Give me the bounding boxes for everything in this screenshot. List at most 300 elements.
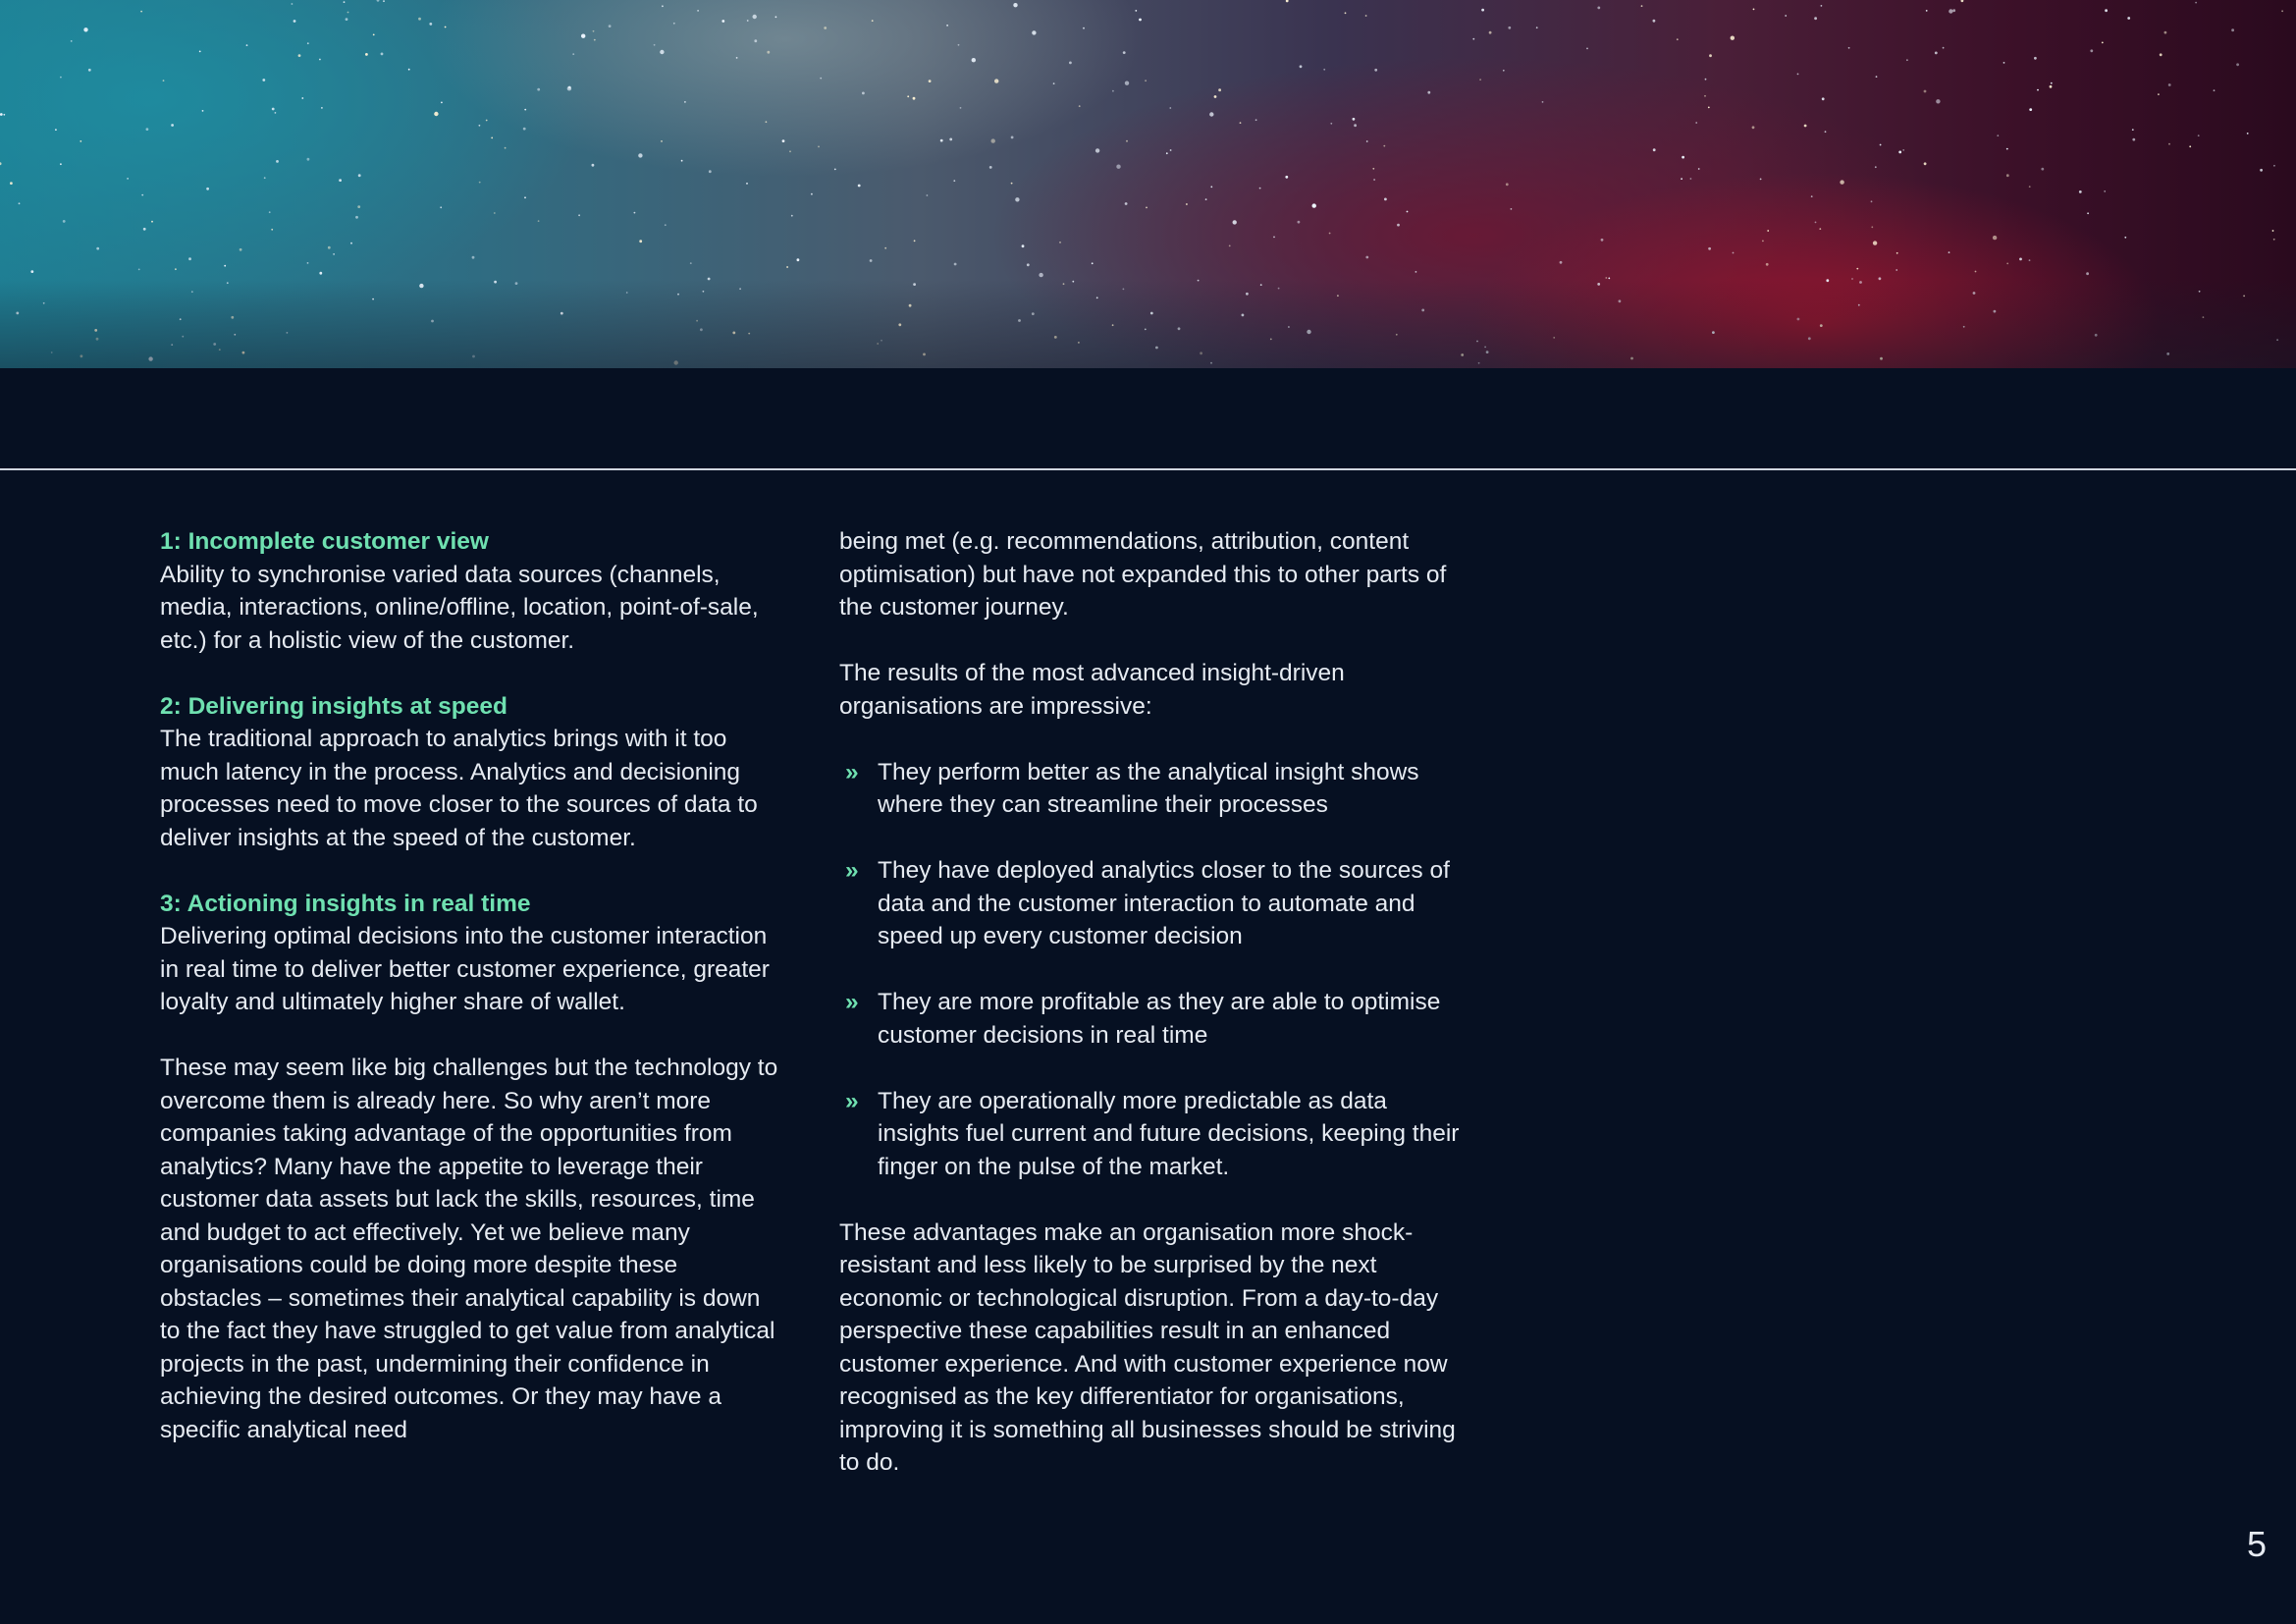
star (1186, 203, 1188, 205)
star (538, 220, 540, 222)
section-body: Delivering optimal decisions into the customer interaction in real time to deliver better customer experience, greater loyalty and ultimately higher share of wallet. (160, 923, 770, 1015)
star (1871, 200, 1873, 202)
star (989, 166, 992, 169)
section-heading: 3: Actioning insights in real time (160, 890, 531, 917)
star (1553, 337, 1555, 339)
star (182, 336, 184, 338)
star (1027, 263, 1030, 266)
star (328, 246, 331, 249)
star (1511, 208, 1513, 210)
star (1260, 284, 1262, 286)
star (383, 0, 385, 2)
chevron-right-icon: » (845, 758, 859, 785)
star (592, 164, 595, 167)
star (346, 18, 348, 21)
star (275, 112, 277, 114)
star (1125, 81, 1129, 85)
star (2160, 53, 2163, 56)
star (748, 333, 750, 335)
star (51, 352, 53, 353)
star (2090, 49, 2093, 52)
star (199, 51, 201, 53)
star (2051, 82, 2053, 84)
star (377, 0, 380, 2)
star (1229, 245, 1231, 247)
star (929, 80, 932, 82)
star (1116, 165, 1120, 169)
star (307, 262, 309, 264)
star (881, 340, 882, 342)
star (1032, 312, 1035, 315)
star (472, 355, 475, 358)
star (1384, 198, 1387, 201)
star (347, 12, 349, 14)
star (1508, 27, 1511, 29)
star (1015, 197, 1019, 201)
star (578, 214, 580, 216)
star (1209, 112, 1213, 116)
star (94, 329, 97, 332)
star (1022, 244, 1025, 247)
star (1708, 247, 1711, 250)
star (709, 170, 712, 173)
star (344, 1, 346, 3)
star (626, 292, 628, 294)
star (287, 332, 289, 334)
star (1145, 80, 1147, 81)
section-delivering-insights (160, 690, 778, 855)
star (1139, 19, 1142, 22)
horizontal-divider (0, 468, 2296, 470)
star (138, 269, 140, 271)
star (80, 140, 81, 142)
star (358, 174, 361, 177)
star (1259, 188, 1261, 189)
star (994, 79, 998, 82)
star (789, 150, 791, 152)
star (791, 215, 793, 217)
star (1926, 10, 1928, 12)
star (913, 283, 916, 286)
star (782, 139, 785, 142)
star (949, 138, 952, 141)
star (1146, 207, 1148, 209)
star (940, 139, 943, 142)
star (1479, 79, 1481, 81)
star (272, 108, 275, 111)
chevron-right-icon: » (845, 857, 859, 884)
star (697, 10, 699, 12)
star (1952, 9, 1955, 12)
star (1840, 180, 1843, 184)
bullet-item (839, 1085, 1468, 1184)
star (1053, 82, 1055, 84)
star (1924, 162, 1927, 165)
star (1155, 347, 1158, 350)
star (1489, 31, 1492, 34)
star (677, 294, 679, 296)
right-column (839, 525, 1468, 1512)
star (1415, 271, 1417, 273)
star (301, 97, 303, 99)
star (1054, 336, 1057, 339)
star (151, 221, 153, 223)
star (1871, 226, 1873, 228)
star (1476, 341, 1478, 343)
star (373, 34, 375, 36)
star (1039, 273, 1042, 277)
star (408, 69, 410, 71)
star (1240, 122, 1242, 124)
star (1285, 176, 1288, 179)
star (494, 281, 497, 284)
star (1273, 237, 1275, 239)
star (441, 102, 443, 104)
star (1092, 262, 1094, 264)
star (991, 138, 995, 142)
star (2029, 108, 2032, 111)
star (754, 39, 757, 42)
star (1112, 90, 1114, 92)
star (797, 258, 800, 261)
star (240, 248, 242, 251)
star (1542, 101, 1544, 103)
star (355, 216, 358, 219)
star (191, 291, 193, 293)
star (321, 107, 323, 109)
star (63, 220, 66, 223)
section-body: The traditional approach to analytics brings with it too much latency in the process. Analytics and decisioning processes need to move closer to the sources of data to deliver insights at the speed of the customer. (160, 726, 758, 851)
star (662, 5, 664, 7)
star (479, 182, 481, 184)
star (1353, 118, 1356, 121)
bullet-text: They are more profitable as they are able to optimise customer decisions in real time (878, 989, 1441, 1049)
star (2273, 239, 2275, 241)
star (2104, 190, 2106, 192)
star (242, 352, 245, 354)
closing-paragraph: These advantages make an organisation more shock-resistant and less likely to be surprised by the next economic or technological disruption. From a day-to-day perspective these capabilities result in an enhanced customer experience. And with customer experience now recognised as the key differentiator for organisations, improving it is something all businesses should be striving to do. (839, 1218, 1456, 1476)
star (1924, 90, 1927, 93)
section-actioning-insights (160, 888, 778, 1019)
star (372, 298, 374, 300)
star (434, 112, 438, 116)
star (2132, 138, 2135, 141)
star (10, 182, 13, 185)
star (1597, 283, 1600, 286)
star (1298, 221, 1301, 224)
star (1421, 309, 1424, 312)
star (2276, 339, 2278, 341)
section-body: Ability to synchronise varied data sources (channels, media, interactions, online/offline, location, point-of-sale, etc.) for a holistic view of the customer. (160, 561, 759, 654)
star (1337, 295, 1339, 297)
star (1597, 7, 1600, 10)
star (1943, 47, 1945, 49)
star (1560, 261, 1563, 264)
challenges-paragraph: These may seem like big challenges but the technology to overcome them is already here. So why aren’t more companies taking advantage of the opportunities from analytics? Many have the appetite to leverage their customer data assets but lack the skills, resources, time and budget to act effectively. Yet we believe many organisations could be doing more despite these obstacles – sometimes their analytical capability is down to the fact they have struggled to get value from analytical projects in the past, undermining their confidence in achieving the desired outcomes. Or they may have a specific analytical need (160, 1055, 778, 1443)
star (766, 121, 768, 123)
star (609, 25, 612, 27)
star (747, 20, 749, 22)
star (1963, 326, 1965, 328)
star (440, 206, 442, 208)
star (83, 27, 87, 31)
star (2281, 10, 2283, 12)
star (953, 180, 955, 182)
star (1365, 256, 1368, 259)
star (2203, 316, 2205, 318)
star (1605, 277, 1607, 279)
star (30, 270, 33, 273)
star (1994, 310, 1997, 313)
star (1472, 38, 1474, 40)
star (60, 163, 62, 165)
star (1078, 342, 1080, 344)
star (1641, 5, 1643, 7)
star (1973, 292, 1976, 295)
star (1760, 179, 1762, 181)
star (1372, 168, 1374, 170)
star (2272, 230, 2274, 232)
star (1374, 69, 1377, 72)
star (834, 169, 836, 171)
star (1712, 331, 1715, 334)
star (1242, 314, 1245, 317)
star (958, 44, 960, 46)
star (1936, 99, 1940, 103)
star (127, 178, 129, 180)
star (1875, 166, 1877, 168)
star (1383, 145, 1385, 147)
star (1365, 15, 1367, 17)
star (505, 147, 507, 149)
star (1486, 351, 1489, 353)
star (1819, 228, 1821, 230)
star (271, 229, 273, 231)
star (1205, 198, 1207, 200)
star (1879, 277, 1882, 280)
star (357, 205, 360, 208)
star (1345, 12, 1347, 14)
star (1961, 0, 1964, 2)
star (2199, 291, 2201, 293)
star (907, 95, 909, 97)
star (1246, 293, 1249, 296)
star (1752, 126, 1755, 129)
star (1858, 304, 1860, 306)
star (1011, 136, 1014, 139)
star (1200, 352, 1202, 354)
bullet-text: They perform better as the analytical insight shows where they can streamline their processes (878, 758, 1419, 818)
star (234, 334, 236, 336)
star (1705, 79, 1707, 81)
star (775, 16, 777, 18)
star (1811, 195, 1813, 197)
star (1210, 186, 1212, 188)
star (1072, 281, 1074, 283)
star (2127, 17, 2130, 20)
star (2034, 57, 2037, 60)
star (202, 110, 204, 112)
star (1797, 74, 1799, 76)
star (206, 188, 209, 190)
star (1329, 233, 1331, 235)
star (1949, 251, 1950, 253)
star (171, 344, 173, 346)
star (43, 302, 45, 304)
star (1767, 230, 1769, 232)
star (319, 272, 322, 275)
star (180, 318, 182, 320)
star (1063, 283, 1065, 285)
bullet-item (839, 854, 1468, 953)
star (1586, 48, 1588, 50)
star (1233, 220, 1237, 224)
star (1898, 151, 1901, 154)
star (872, 20, 874, 22)
star (1125, 202, 1128, 205)
star (1880, 144, 1882, 146)
star (732, 332, 735, 335)
star (140, 11, 142, 13)
star (2158, 93, 2160, 95)
star (1330, 123, 1332, 125)
star (2102, 42, 2104, 44)
section-incomplete-customer-view (160, 525, 778, 657)
star (1785, 15, 1787, 17)
star (2029, 186, 2031, 188)
star (2243, 296, 2245, 298)
results-intro: The results of the most advanced insight-driven organisations are impressive: (839, 660, 1345, 720)
star (811, 193, 813, 195)
star (319, 59, 321, 61)
star (1354, 124, 1357, 127)
star (703, 291, 705, 293)
star (1018, 319, 1021, 322)
star (1949, 9, 1952, 13)
star (163, 80, 165, 81)
star (1797, 318, 1800, 321)
star (1123, 51, 1126, 54)
star (2189, 145, 2191, 147)
star (661, 140, 663, 142)
star (909, 304, 912, 307)
star (479, 125, 481, 127)
star (1997, 135, 1999, 136)
star (870, 259, 873, 262)
star (1876, 76, 1878, 78)
star (1814, 17, 1817, 20)
star (16, 312, 19, 315)
star (491, 137, 493, 139)
star (739, 288, 741, 290)
star (972, 58, 976, 62)
star (1859, 281, 1862, 284)
star (219, 349, 221, 351)
star (1826, 279, 1829, 282)
star (1218, 88, 1221, 91)
star (681, 160, 683, 162)
star (523, 128, 526, 131)
star (1731, 36, 1735, 40)
star (946, 25, 948, 27)
star (960, 107, 962, 109)
star (1709, 54, 1712, 57)
star (1815, 222, 1817, 224)
star (2124, 237, 2126, 239)
star (2050, 85, 2053, 88)
star (381, 53, 384, 56)
star (2195, 2, 2197, 4)
star (2214, 89, 2216, 91)
star (1484, 347, 1486, 349)
star (2164, 31, 2167, 34)
star (753, 15, 757, 19)
star (1166, 152, 1168, 154)
star (639, 240, 642, 243)
star (1478, 362, 1480, 364)
chevron-right-icon: » (845, 1087, 859, 1114)
star (2003, 62, 2005, 64)
star (1695, 122, 1697, 124)
star (307, 158, 310, 161)
star (1993, 236, 1997, 240)
star (1733, 252, 1735, 254)
bullet-text: They have deployed analytics closer to the sources of data and the customer interaction to automate and speed up every customer decision (878, 857, 1450, 949)
star (1032, 30, 1036, 34)
star (431, 320, 434, 323)
star (19, 202, 21, 204)
star (333, 253, 335, 255)
star (2006, 174, 2009, 177)
star (1873, 241, 1877, 244)
star (1506, 183, 1509, 186)
star (2105, 9, 2108, 12)
star (418, 18, 421, 21)
star (634, 212, 636, 214)
star (141, 194, 143, 196)
star (1975, 271, 1977, 273)
star (1848, 47, 1850, 49)
star (1427, 91, 1430, 94)
star (1397, 224, 1400, 227)
star (1690, 178, 1692, 180)
star (55, 129, 57, 131)
star (660, 50, 664, 54)
star (148, 356, 152, 360)
star (365, 53, 368, 56)
star (824, 27, 827, 29)
star (2086, 272, 2089, 275)
star (2273, 165, 2275, 167)
star (524, 109, 526, 111)
star (1503, 70, 1505, 72)
star (1126, 140, 1128, 142)
star (858, 185, 861, 188)
star (690, 262, 692, 264)
star (1323, 69, 1325, 71)
star (2166, 352, 2169, 355)
page-number: 5 (2246, 1524, 2267, 1564)
bullet-item (839, 986, 1468, 1052)
star (1312, 203, 1316, 207)
star (524, 196, 526, 198)
star (1150, 312, 1153, 315)
star (1804, 125, 1807, 128)
star (264, 177, 266, 179)
star (1373, 179, 1375, 181)
star (1178, 327, 1181, 330)
star (3, 114, 5, 116)
